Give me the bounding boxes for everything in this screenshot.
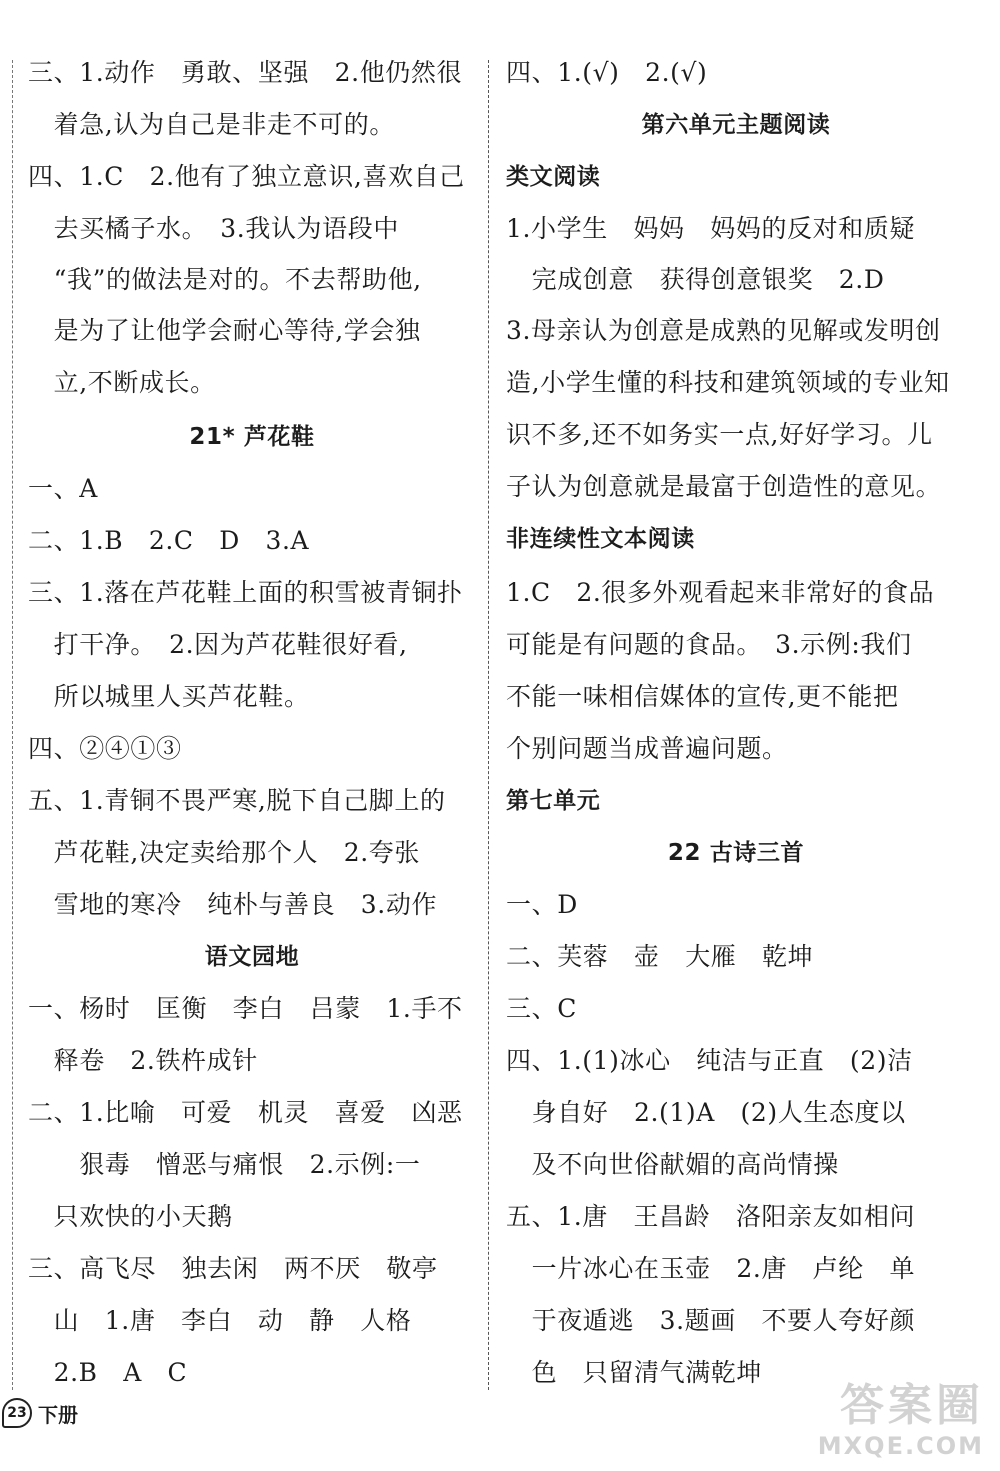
watermark-title: 答案圈 (840, 1380, 984, 1431)
answer-line: 山 1.唐 李白 动 静 人格 (28, 1306, 412, 1335)
answer-line: 不能一味相信媒体的宣传,更不能把 (506, 682, 899, 711)
column-divider (488, 60, 489, 1390)
answer-line: 于夜遁逃 3.题画 不要人夸好颜 (506, 1306, 916, 1335)
answer-line: 二、芙蓉 壶 大雁 乾坤 (506, 942, 814, 971)
answer-line: 打干净。 2.因为芦花鞋很好看, (28, 630, 408, 659)
answer-line: 所以城里人买芦花鞋。 (28, 682, 310, 711)
answer-line: 三、1.落在芦花鞋上面的积雪被青铜扑 (28, 578, 463, 607)
left-margin-rule (12, 60, 13, 1390)
answer-line: 是为了让他学会耐心等待,学会独 (28, 316, 421, 345)
answer-line: 完成创意 获得创意银奖 2.D (506, 265, 885, 294)
answer-line: 3.母亲认为创意是成熟的见解或发明创 (506, 316, 941, 345)
answer-line: 个别问题当成普遍问题。 (506, 734, 788, 763)
answer-line: 五、1.唐 王昌龄 洛阳亲友如相问 (506, 1202, 916, 1231)
answer-line: 一、A (28, 474, 98, 503)
answer-line: 及不向世俗献媚的高尚情操 (506, 1150, 839, 1179)
answer-line: 一、杨时 匡衡 李白 吕蒙 1.手不 (28, 994, 463, 1023)
answer-line: 色 只留清气满乾坤 (506, 1358, 763, 1387)
answer-line: 二、1.B 2.C D 3.A (28, 526, 310, 555)
answer-line: 芦花鞋,决定卖给那个人 2.夸张 (28, 838, 421, 867)
answer-line: 三、高飞尽 独去闲 两不厌 敬亭 (28, 1254, 438, 1283)
answer-line: 狠毒 憎恶与痛恨 2.示例:一 (28, 1150, 421, 1179)
page-footer (0, 1398, 78, 1428)
answer-line: 只欢快的小天鹅 (28, 1202, 233, 1231)
answer-line: 三、C (506, 994, 577, 1023)
section-heading: 非连续性文本阅读 (506, 526, 695, 552)
answer-line: 五、1.青铜不畏严寒,脱下自己脚上的 (28, 786, 446, 815)
answer-line: 识不多,还不如务实一点,好好学习。儿 (506, 420, 933, 449)
answer-line: 立,不断成长。 (28, 368, 216, 397)
answer-line: 1.小学生 妈妈 妈妈的反对和质疑 (506, 214, 916, 243)
answer-line: 二、1.比喻 可爱 机灵 喜爱 凶恶 (28, 1098, 463, 1127)
answer-line: “我”的做法是对的。不去帮助他, (28, 265, 422, 294)
answer-line: 子认为创意就是最富于创造性的意见。 (506, 472, 942, 501)
answer-line: 四、1.C 2.他有了独立意识,喜欢自己 (28, 162, 465, 191)
answer-line: 四、②④①③ (28, 734, 182, 763)
watermark (784, 1380, 984, 1468)
answer-line: 四、1.(1)冰心 纯洁与正直 (2)洁 (506, 1046, 913, 1075)
answer-line: 一、D (506, 890, 578, 919)
answer-line: 可能是有问题的食品。 3.示例:我们 (506, 630, 912, 659)
answer-line: 一片冰心在玉壶 2.唐 卢纶 单 (506, 1254, 916, 1283)
page-number-badge: 23 (2, 1398, 32, 1428)
answer-line: 身自好 2.(1)A (2)人生态度以 (506, 1098, 906, 1127)
answer-line: 2.B A C (28, 1358, 188, 1387)
answer-line: 造,小学生懂的科技和建筑领域的专业知 (506, 368, 950, 397)
section-heading: 第六单元主题阅读 (641, 112, 831, 138)
answer-line: 四、1.(√) 2.(√) (506, 58, 708, 87)
section-heading: 22 古诗三首 (667, 840, 805, 866)
answer-line: 雪地的寒冷 纯朴与善良 3.动作 (28, 890, 438, 919)
answer-line: 1.C 2.很多外观看起来非常好的食品 (506, 578, 935, 607)
answer-line: 去买橘子水。 3.我认为语段中 (28, 214, 399, 243)
section-heading: 21* 芦花鞋 (189, 424, 315, 450)
answer-line: 释卷 2.铁杵成针 (28, 1046, 258, 1075)
section-heading: 语文园地 (204, 944, 300, 970)
answer-line: 三、1.动作 勇敢、坚强 2.他仍然很 (28, 58, 463, 87)
watermark-site: MXQE.COM (817, 1432, 984, 1460)
answer-line: 着急,认为自己是非走不可的。 (28, 110, 395, 139)
section-heading: 类文阅读 (506, 164, 601, 190)
volume-label: 下册 (38, 1402, 78, 1427)
section-heading: 第七单元 (506, 788, 601, 814)
